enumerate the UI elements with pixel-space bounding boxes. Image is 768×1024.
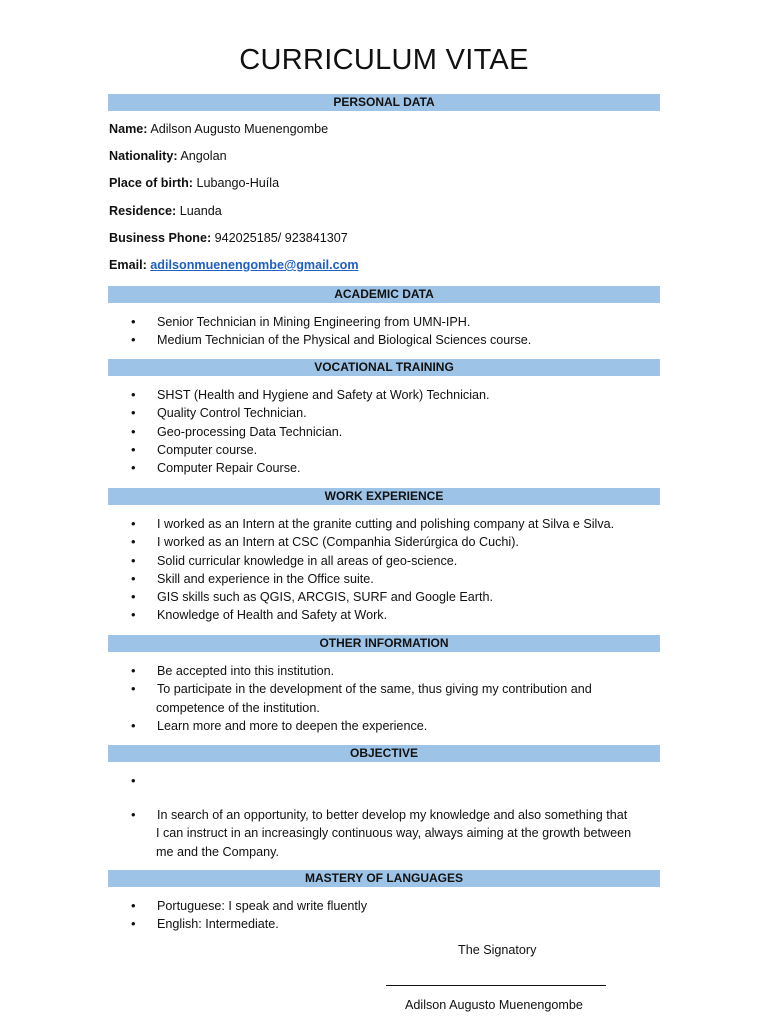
name-value: Adilson Augusto Muenengombe [150, 122, 329, 136]
list-item-text: Computer Repair Course. [157, 461, 301, 476]
list-item [0, 331, 768, 349]
section-header-languages: MASTERY OF LANGUAGES [108, 870, 660, 887]
phone-value: 942025185/ 923841307 [214, 231, 348, 245]
signatory-label: The Signatory [458, 943, 537, 957]
list-item-text: Computer course. [157, 442, 258, 457]
bullet-icon: • [131, 807, 136, 822]
bullet-icon: • [131, 423, 136, 439]
email-link[interactable]: adilsonmuenengombe@gmail.com [150, 258, 359, 272]
list-item-text: In search of an opportunity, to better develop my knowledge and also something that [157, 808, 628, 822]
bullet-icon: • [131, 589, 136, 605]
bullet-icon: • [131, 314, 136, 329]
list-item-text: Knowledge of Health and Safety at Work. [157, 608, 388, 623]
list-item [0, 515, 768, 533]
section-header-vocational: VOCATIONAL TRAINING [108, 359, 660, 376]
vocational-list [0, 386, 768, 477]
list-item [0, 441, 768, 459]
list-item [0, 897, 768, 915]
list-item-text: Portuguese: I speak and write fluently [157, 899, 368, 913]
section-header-work: WORK EXPERIENCE [108, 488, 660, 505]
list-item [0, 570, 768, 588]
nationality-label: Nationality: [109, 149, 178, 163]
list-item-text: Be accepted into this institution. [157, 664, 335, 678]
bullet-icon: • [131, 663, 136, 678]
bullet-icon: • [131, 681, 136, 697]
section-header-other: OTHER INFORMATION [108, 635, 660, 652]
bullet-icon: • [131, 916, 136, 932]
section-header-personal: PERSONAL DATA [108, 94, 660, 111]
list-item [0, 680, 768, 698]
bullet-icon: • [131, 570, 136, 586]
list-item [0, 313, 768, 331]
bullet-icon: • [131, 516, 136, 531]
list-item [0, 915, 768, 933]
list-item [0, 806, 768, 824]
bullet-icon: • [131, 405, 136, 421]
other-list [0, 662, 768, 735]
birthplace-row [109, 176, 279, 190]
list-item-continuation [0, 824, 768, 842]
list-item-text: competence of the institution. [156, 700, 320, 715]
list-item-text: Learn more and more to deepen the experience. [157, 718, 428, 733]
section-header-academic: ACADEMIC DATA [108, 286, 660, 303]
email-row [109, 258, 359, 272]
list-item [0, 552, 768, 570]
list-item [0, 423, 768, 441]
residence-label: Residence: [109, 204, 177, 218]
bullet-icon: • [131, 387, 136, 402]
list-item [0, 459, 768, 477]
nationality-value: Angolan [180, 149, 227, 163]
list-item-text: I worked as an Intern at the granite cutting and polishing company at Silva e Silva. [157, 517, 615, 531]
signature-line [386, 985, 606, 986]
birthplace-value: Lubango-Huíla [196, 176, 280, 190]
bullet-icon: • [131, 717, 136, 733]
list-item [0, 533, 768, 551]
phone-label: Business Phone: [109, 231, 212, 245]
section-header-objective: OBJECTIVE [108, 745, 660, 762]
academic-list [0, 313, 768, 350]
name-row [109, 122, 328, 136]
list-item-text: me and the Company. [156, 844, 279, 859]
list-item [0, 717, 768, 735]
list-item [0, 606, 768, 624]
list-item-text: Solid curricular knowledge in all areas of geo-science. [157, 553, 458, 568]
list-item-text: English: Intermediate. [157, 917, 279, 932]
list-item-text: Medium Technician of the Physical and Biological Sciences course. [157, 333, 532, 348]
birthplace-label: Place of birth: [109, 176, 193, 190]
list-item-text: Senior Technician in Mining Engineering from UMN-IPH. [157, 315, 471, 329]
email-label: Email: [109, 258, 147, 272]
list-item-continuation [0, 699, 768, 717]
bullet-icon: • [131, 607, 136, 623]
work-list [0, 515, 768, 625]
phone-row [109, 231, 348, 245]
residence-row [109, 204, 222, 218]
list-item [0, 662, 768, 680]
bullet-icon: • [131, 534, 136, 550]
document-title: CURRICULUM VITAE [239, 44, 529, 76]
list-item [0, 404, 768, 422]
list-item-continuation [0, 843, 768, 861]
bullet-icon: • [131, 332, 136, 348]
list-item-text: I worked as an Intern at CSC (Companhia Siderúrgica do Cuchi). [157, 535, 519, 550]
residence-value: Luanda [179, 204, 222, 218]
list-item-text: SHST (Health and Hygiene and Safety at Work) Technician. [157, 388, 490, 402]
list-item-text: Geo-processing Data Technician. [157, 424, 343, 439]
objective-list [0, 806, 768, 861]
bullet-icon: • [131, 773, 136, 788]
list-item-text: GIS skills such as QGIS, ARCGIS, SURF and Google Earth. [157, 590, 493, 605]
list-item-text: Skill and experience in the Office suite. [157, 571, 374, 586]
list-item-text: Quality Control Technician. [157, 406, 307, 421]
list-item [0, 588, 768, 606]
bullet-icon: • [131, 552, 136, 568]
bullet-icon: • [131, 460, 136, 476]
list-item [0, 386, 768, 404]
bullet-icon: • [131, 898, 136, 913]
nationality-row [109, 149, 227, 163]
bullet-icon: • [131, 441, 136, 457]
languages-list [0, 897, 768, 934]
name-label: Name: [109, 122, 148, 136]
list-item-text: To participate in the development of the same, thus giving my contribution and [157, 682, 592, 697]
signatory-name: Adilson Augusto Muenengombe [405, 998, 583, 1012]
list-item-text: I can instruct in an increasingly continuous way, always aiming at the growth between [156, 826, 632, 841]
